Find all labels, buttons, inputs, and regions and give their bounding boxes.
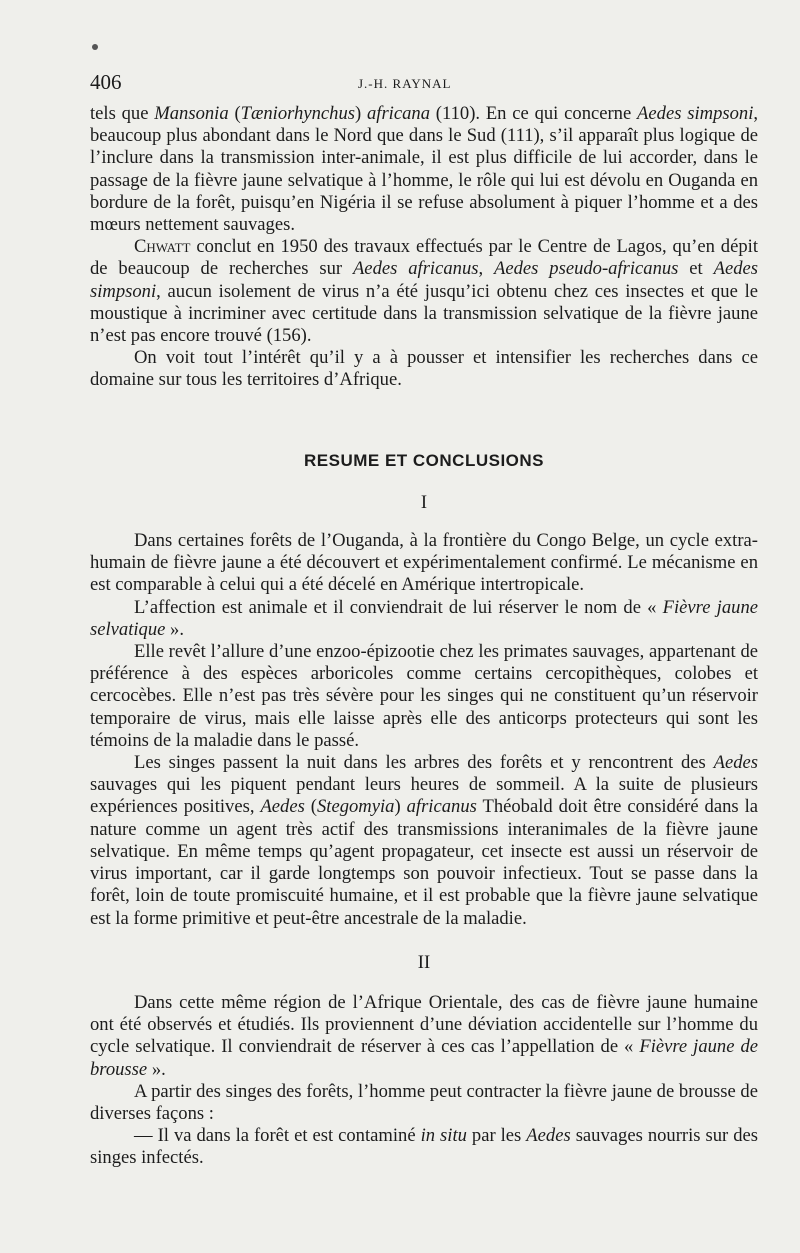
text-run: ( [228, 103, 241, 124]
ink-speck [92, 44, 98, 50]
italic-term: Stegomyia [317, 796, 395, 818]
paragraph [90, 752, 758, 930]
paragraph [90, 992, 758, 1081]
text-run: Elle revêt l’allure d’une enzoo-épizootie chez les primates sauvages, appartenant de préférence à des espèces arboricoles comme certains cercopithèques, colobes et cercocèbes. Elle n’est pas très sévère pour les singes qui ne constituent qu’un réservoir temporaire de virus, mais elle laisse après elle des anticorps protecteurs qui sont les témoins de la maladie dans le passé. [90, 641, 758, 751]
italic-term: africana [366, 103, 430, 124]
italic-term: Mansonia [154, 103, 229, 124]
italic-term: africanus [406, 796, 477, 818]
text-run: ) [354, 103, 367, 124]
section-numeral: II [417, 951, 431, 973]
section-heading: RESUME ET CONCLUSIONS [303, 450, 545, 470]
italic-term: Fièvre jaune de brousse [90, 1036, 759, 1080]
text-run: ( [304, 796, 317, 818]
text-run: , aucun isolement de virus n’a été jusqu’ici obtenu chez ces insectes et que le moustique à incriminer avec certitude dans la transmission selvatique de la fièvre jaune n’est pas encore trouvé (156). [90, 280, 758, 347]
italic-term: Aedes africanus [352, 258, 479, 280]
text-run: par les [466, 1125, 527, 1147]
text-run: ». [165, 618, 184, 640]
italic-term: Aedes [260, 796, 305, 818]
italic-term: Aedes [526, 1125, 571, 1147]
text-run: Dans certaines forêts de l’Ouganda, à la frontière du Congo Belge, un cycle extra-humain de fièvre jaune a été découvert et expérimentalement confirmé. Le mécanisme en est comparable à celui qui a été décelé en Amérique intertropicale. [90, 530, 758, 596]
text-run: Dans cette même région de l’Afrique Orientale, des cas de fièvre jaune humaine ont été observés et étudiés. Ils proviennent d’une déviation accidentelle sur l’homme du cycle selvatique. Il conviendrait de réserver à ces cas l’appellation de « [90, 991, 758, 1058]
text-run: conclut en 1950 des travaux effectués par le Centre de Lagos, qu’en dépit de beaucoup de recherches sur [90, 236, 758, 280]
paragraph [90, 347, 758, 391]
italic-term: Aedes pseudo-africanus [494, 258, 679, 280]
italic-term: Fièvre jaune selvatique [90, 596, 758, 640]
text-run: sauvages nourris sur des singes infectés. [90, 1125, 758, 1169]
paragraph [90, 103, 758, 236]
running-head: J.-H. RAYNAL [358, 76, 452, 91]
text-run: et [678, 258, 714, 280]
italic-term: Aedes simpsoni [90, 258, 758, 302]
text-run: , beaucoup plus abondant dans le Nord que dans le Sud (111), s’il apparaît plus logique de l’inclure dans la transmission inter-animale, il est plus difficile de lui accorder, dans le passage de la fièvre jaune selvatique à l’homme, le rôle qui lui est dévolu en Ouganda en bordure de la forêt, puisqu’en Nigéria il se refuse absolument à piquer l’homme et a des mœurs nettement sauvages. [90, 103, 759, 236]
text-run: On voit tout l’intérêt qu’il y a à pousser et intensifier les recherches dans ce domaine sur tous les territoires d’Afrique. [90, 347, 758, 391]
page-number: 406 [90, 70, 122, 94]
paragraph [90, 597, 758, 641]
text-run: ». [147, 1058, 166, 1080]
text-run: (110). En ce qui concerne [430, 103, 638, 124]
paragraph [90, 530, 758, 597]
body-text [90, 103, 758, 1170]
italic-term: in situ [420, 1125, 467, 1147]
paragraph [90, 1081, 758, 1125]
section-numeral: I [420, 491, 428, 513]
text-run: tels que [90, 103, 155, 124]
paragraph [90, 236, 758, 347]
text-run: Théobald doit être considéré dans la nature comme un agent très actif des transmissions interanimales de la fièvre jaune selvatique. En même temps qu’agent propagateur, cet insecte est aussi un réservoir de virus important, car il garde longtemps son pouvoir infectieux. Tout se passe dans la forêt, loin de toute promiscuité humaine, et il est probable que la fièvre jaune selvatique est la forme primitive et peut-être ancestrale de la maladie. [90, 796, 759, 929]
text-run: A partir des singes des forêts, l’homme peut contracter la fièvre jaune de brousse de diverses façons : [90, 1080, 758, 1124]
italic-term: Aedes simpsoni [637, 103, 754, 124]
text-run: , [478, 258, 495, 280]
text-run: Les singes passent la nuit dans les arbres des forêts et y rencontrent des [134, 752, 714, 774]
paragraph [90, 1125, 758, 1169]
italic-term: Tæniorhynchus [240, 103, 355, 124]
text-run: sauvages qui les piquent pendant leurs heures de sommeil. A la suite de plusieurs expériences positives, [90, 774, 758, 818]
author-name: Chwatt [134, 236, 191, 258]
paragraph [90, 641, 758, 752]
text-run: — Il va dans la forêt et est contaminé [134, 1125, 421, 1147]
italic-term: Aedes [713, 752, 758, 774]
text-run: L’affection est animale et il conviendrait de lui réserver le nom de « [134, 596, 663, 618]
page-header [90, 70, 730, 96]
text-run: ) [394, 796, 407, 818]
